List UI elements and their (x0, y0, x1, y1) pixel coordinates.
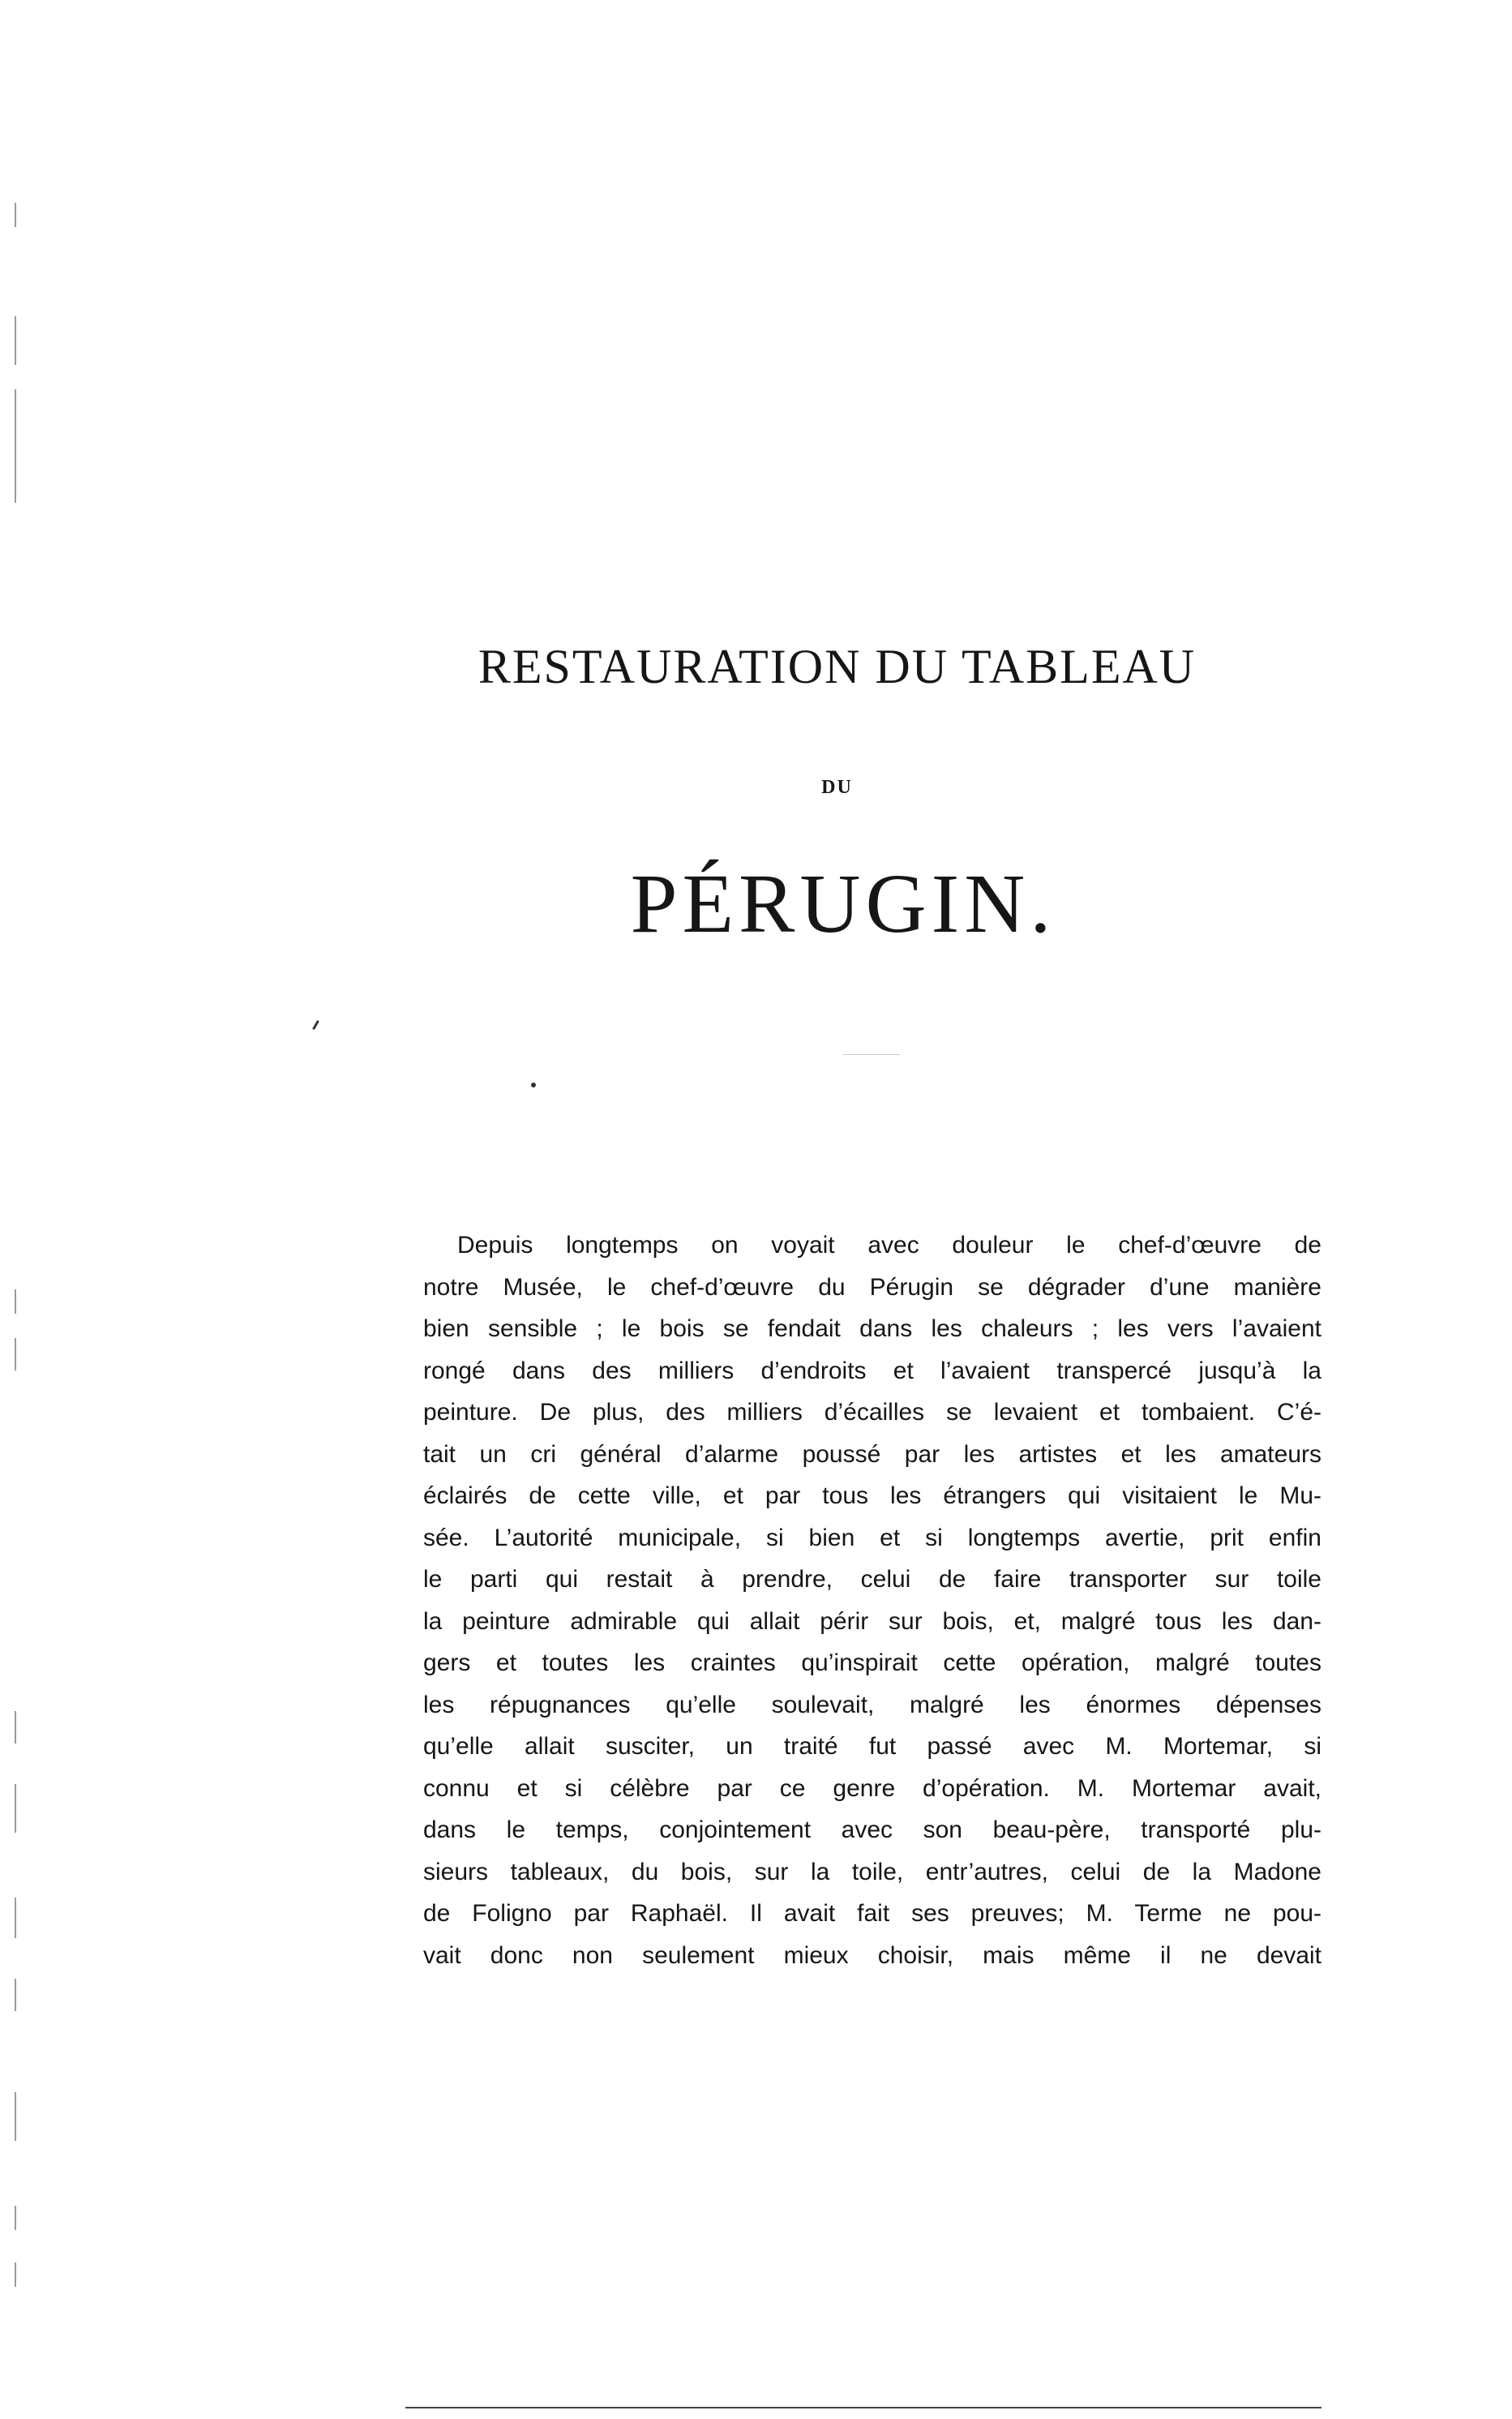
text-line: les répugnances qu’elle soulevait, malgré les énormes dépenses (423, 1691, 1321, 1718)
text-line: Depuis longtemps on voyait avec douleur le chef-d’œuvre de (457, 1232, 1321, 1259)
scan-mark (15, 2092, 16, 2141)
chapter-title-subject: PÉRUGIN. (630, 857, 1056, 950)
chapter-title-connector: DU (821, 777, 853, 798)
text-line: éclairés de cette ville, et par tous les étrangers qui visitaient le Mu- (423, 1482, 1321, 1509)
text-line: qu’elle allait susciter, un traité fut passé avec M. Mortemar, si (423, 1733, 1321, 1760)
scan-mark (15, 203, 16, 227)
scan-mark (15, 2262, 16, 2287)
scan-mark (15, 316, 16, 365)
scan-mark (15, 389, 16, 454)
text-line: le parti qui restait à prendre, celui de faire transporter sur toile (423, 1566, 1321, 1593)
printer-tick-mark (312, 1020, 319, 1030)
scan-mark (15, 1711, 16, 1743)
text-line: bien sensible ; le bois se fendait dans les chaleurs ; les vers l’avaient (423, 1315, 1321, 1342)
scan-mark (15, 1289, 16, 1314)
scan-margin-marks (15, 0, 19, 2419)
scan-mark (15, 454, 16, 503)
text-line: gers et toutes les craintes qu’inspirait cette opération, malgré toutes (423, 1649, 1321, 1676)
text-line: connu et si célèbre par ce genre d’opération. M. Mortemar avait, (423, 1774, 1321, 1802)
page-bottom-rule (405, 2407, 1321, 2408)
title-separator-rule (843, 1054, 900, 1055)
text-line: sée. L’autorité municipale, si bien et si longtemps avertie, prit enfin (423, 1524, 1321, 1551)
text-line: dans le temps, conjointement avec son beau-père, transporté plu- (423, 1816, 1321, 1843)
printer-dot (531, 1083, 536, 1087)
scan-mark (15, 1898, 16, 1938)
text-line: tait un cri général d’alarme poussé par les artistes et les amateurs (423, 1440, 1321, 1468)
scan-mark (15, 1979, 16, 2011)
scan-mark (15, 1784, 16, 1833)
text-line: la peinture admirable qui allait périr sur bois, et, malgré tous les dan- (423, 1607, 1321, 1635)
text-line: vait donc non seulement mieux choisir, mais même il ne devait (423, 1941, 1321, 1969)
chapter-title: RESTAURATION DU TABLEAU (478, 640, 1197, 693)
scan-mark (15, 2206, 16, 2230)
text-line: de Foligno par Raphaël. Il avait fait ses preuves; M. Terme ne pou- (423, 1900, 1321, 1927)
body-paragraph (423, 1225, 1321, 1976)
scan-mark (15, 1338, 16, 1370)
text-line: sieurs tableaux, du bois, sur la toile, entr’autres, celui de la Madone (423, 1858, 1321, 1885)
text-line: notre Musée, le chef-d’œuvre du Pérugin se dégrader d’une manière (423, 1273, 1321, 1301)
text-line: peinture. De plus, des milliers d’écailles se levaient et tombaient. C’é- (423, 1399, 1321, 1426)
text-line: rongé dans des milliers d’endroits et l’avaient transpercé jusqu’à la (423, 1357, 1321, 1384)
